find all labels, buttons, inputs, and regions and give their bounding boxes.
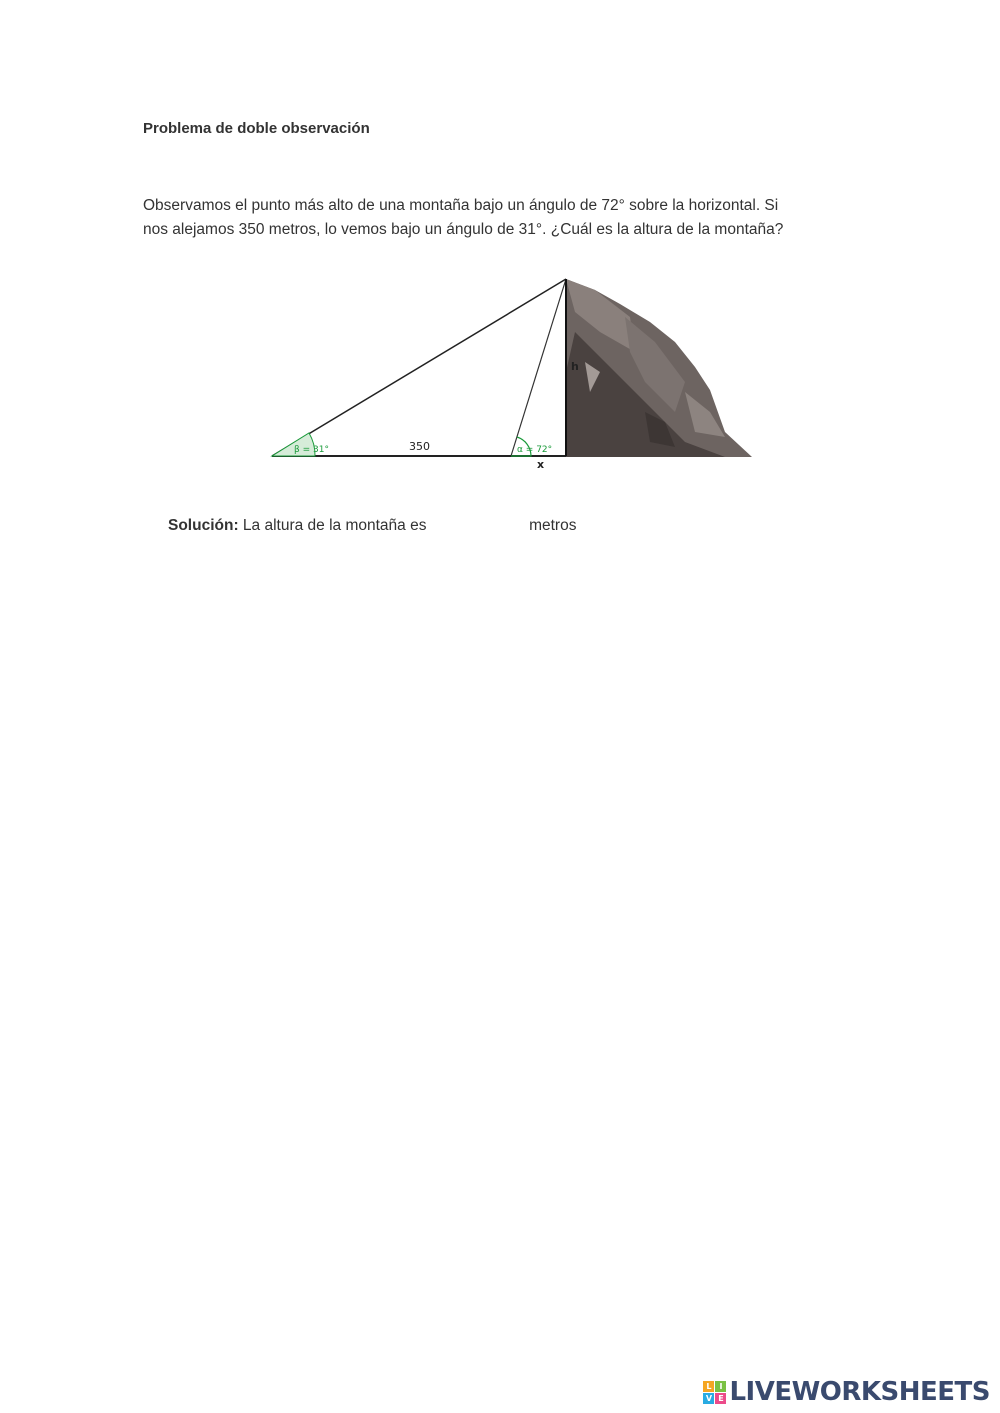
unit-label: metros bbox=[529, 517, 577, 535]
worksheet-title: Problema de doble observación bbox=[143, 120, 370, 137]
alpha-label: α = 72° bbox=[517, 445, 553, 455]
brand-name: LIVEWORKSHEETS bbox=[729, 1377, 990, 1407]
problem-line-2: nos alejamos 350 metros, lo vemos bajo un ángulo de 31°. ¿Cuál es la altura de la montaña? bbox=[143, 221, 784, 238]
solution-text: La altura de la montaña es bbox=[242, 517, 427, 535]
liveworksheets-brand bbox=[703, 1377, 990, 1407]
line-of-sight-near bbox=[511, 279, 566, 456]
logo-letter-v: V bbox=[703, 1393, 714, 1404]
beta-label: β = 31° bbox=[294, 445, 329, 455]
solution-row bbox=[168, 515, 576, 537]
line-of-sight-far bbox=[272, 279, 566, 456]
logo-letter-l: L bbox=[703, 1381, 714, 1392]
mountain-image bbox=[566, 279, 752, 457]
x-label: x bbox=[537, 458, 545, 471]
height-label: h bbox=[571, 360, 579, 373]
distance-label: 350 bbox=[409, 440, 430, 453]
problem-statement bbox=[143, 194, 843, 242]
solution-label: Solución: bbox=[168, 517, 239, 535]
problem-line-1: Observamos el punto más alto de una montaña bajo un ángulo de 72° sobre la horizontal. Si bbox=[143, 197, 779, 214]
liveworksheets-logo-icon bbox=[703, 1381, 726, 1404]
answer-input[interactable] bbox=[435, 515, 521, 537]
logo-letter-e: E bbox=[715, 1393, 726, 1404]
double-observation-diagram bbox=[255, 272, 765, 477]
logo-letter-i: I bbox=[715, 1381, 726, 1392]
